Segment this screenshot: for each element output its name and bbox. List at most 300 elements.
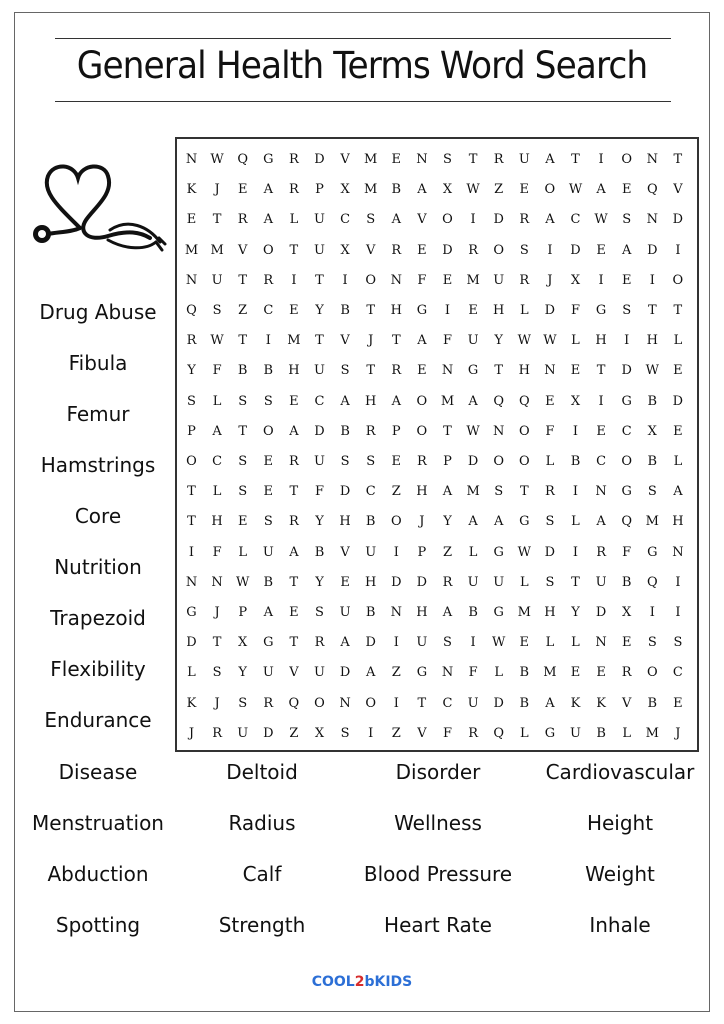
grid-letter[interactable]: I xyxy=(470,635,476,651)
grid-letter[interactable]: K xyxy=(596,695,606,711)
grid-letter[interactable]: P xyxy=(443,454,452,469)
grid-letter[interactable]: U xyxy=(262,544,274,560)
grid-letter[interactable]: J xyxy=(675,725,681,741)
grid-letter[interactable]: T xyxy=(289,574,299,590)
grid-letter[interactable]: P xyxy=(391,423,401,439)
grid-letter[interactable]: V xyxy=(340,152,350,167)
grid-letter[interactable]: D xyxy=(365,635,376,651)
grid-letter[interactable]: R xyxy=(391,242,402,258)
grid-letter[interactable]: B xyxy=(621,574,632,590)
grid-letter[interactable]: L xyxy=(673,333,683,349)
grid-letter[interactable]: D xyxy=(416,574,428,590)
grid-letter[interactable]: E xyxy=(263,454,274,469)
grid-letter[interactable]: R xyxy=(288,152,299,167)
grid-letter[interactable]: N xyxy=(595,635,607,651)
grid-letter[interactable]: M xyxy=(645,514,659,530)
grid-letter[interactable]: S xyxy=(315,605,324,620)
grid-letter[interactable]: R xyxy=(519,212,530,228)
grid-letter[interactable]: Z xyxy=(391,484,401,500)
grid-letter[interactable]: O xyxy=(621,152,633,167)
grid-letter[interactable]: A xyxy=(417,182,427,198)
grid-letter[interactable]: U xyxy=(365,544,377,560)
grid-letter[interactable]: B xyxy=(647,454,658,469)
grid-letter[interactable]: I xyxy=(675,605,681,620)
grid-letter[interactable]: U xyxy=(211,272,223,288)
grid-letter[interactable]: W xyxy=(517,544,531,560)
grid-letter[interactable]: E xyxy=(263,484,274,500)
grid-letter[interactable]: W xyxy=(517,333,531,349)
grid-letter[interactable]: Q xyxy=(288,695,300,711)
grid-letter[interactable]: U xyxy=(314,212,325,228)
grid-letter[interactable]: S xyxy=(263,393,273,409)
grid-letter[interactable]: E xyxy=(289,303,299,318)
grid-letter[interactable]: X xyxy=(570,393,581,409)
grid-letter[interactable]: Q xyxy=(493,725,505,741)
grid-letter[interactable]: S xyxy=(545,574,555,590)
grid-letter[interactable]: A xyxy=(263,212,273,228)
grid-letter[interactable]: Z xyxy=(391,725,401,741)
grid-letter[interactable]: I xyxy=(393,695,399,711)
grid-letter[interactable]: I xyxy=(649,272,655,288)
grid-letter[interactable]: R xyxy=(416,454,427,469)
grid-letter[interactable]: A xyxy=(596,514,606,530)
grid-letter[interactable]: O xyxy=(262,423,274,439)
grid-letter[interactable]: G xyxy=(493,605,504,620)
grid-letter[interactable]: H xyxy=(493,303,505,318)
grid-letter[interactable]: V xyxy=(365,242,376,258)
grid-letter[interactable]: L xyxy=(494,665,503,681)
grid-letter[interactable]: M xyxy=(184,242,199,258)
grid-letter[interactable]: J xyxy=(188,725,195,741)
grid-letter[interactable]: E xyxy=(468,303,478,318)
grid-letter[interactable]: O xyxy=(518,423,530,439)
grid-letter[interactable]: I xyxy=(342,272,348,288)
grid-letter[interactable]: L xyxy=(289,212,299,228)
grid-letter[interactable]: O xyxy=(544,182,556,198)
grid-letter[interactable]: B xyxy=(596,725,606,741)
grid-letter[interactable]: S xyxy=(340,454,350,469)
grid-letter[interactable]: C xyxy=(621,423,632,439)
grid-letter[interactable]: S xyxy=(238,484,248,500)
grid-letter[interactable]: T xyxy=(673,303,683,318)
grid-letter[interactable]: T xyxy=(468,152,478,167)
grid-letter[interactable]: C xyxy=(442,695,453,711)
grid-letter[interactable]: X xyxy=(238,635,248,651)
grid-letter[interactable]: T xyxy=(315,333,324,349)
grid-letter[interactable]: A xyxy=(365,665,376,681)
grid-letter[interactable]: B xyxy=(237,363,248,379)
grid-letter[interactable]: L xyxy=(571,635,580,651)
grid-letter[interactable]: Z xyxy=(391,665,401,681)
grid-letter[interactable]: E xyxy=(289,393,299,409)
grid-letter[interactable]: M xyxy=(645,725,659,741)
grid-letter[interactable]: I xyxy=(393,635,399,651)
grid-letter[interactable]: U xyxy=(314,454,325,469)
grid-letter[interactable]: Z xyxy=(494,182,504,198)
grid-letter[interactable]: S xyxy=(366,212,376,228)
grid-letter[interactable]: L xyxy=(212,484,222,500)
grid-letter[interactable]: E xyxy=(289,605,299,620)
grid-letter[interactable]: Y xyxy=(315,514,324,530)
grid-letter[interactable]: L xyxy=(519,725,529,741)
grid-letter[interactable]: E xyxy=(340,574,350,590)
grid-letter[interactable]: G xyxy=(467,363,479,379)
grid-letter[interactable]: T xyxy=(187,514,196,530)
grid-letter[interactable]: H xyxy=(518,363,530,379)
grid-letter[interactable]: O xyxy=(518,454,530,469)
grid-letter[interactable]: B xyxy=(647,695,658,711)
grid-letter[interactable]: L xyxy=(238,544,247,560)
grid-letter[interactable]: N xyxy=(441,363,454,379)
grid-letter[interactable]: H xyxy=(646,333,658,349)
grid-letter[interactable]: A xyxy=(621,242,632,258)
grid-letter[interactable]: S xyxy=(545,514,555,530)
grid-letter[interactable]: J xyxy=(547,272,553,288)
grid-letter[interactable]: U xyxy=(467,695,479,711)
grid-letter[interactable]: Q xyxy=(518,393,530,409)
grid-letter[interactable]: I xyxy=(547,242,553,258)
grid-letter[interactable]: Q xyxy=(646,182,658,198)
grid-letter[interactable]: I xyxy=(188,544,195,560)
grid-letter[interactable]: O xyxy=(365,695,377,711)
grid-letter[interactable]: N xyxy=(390,605,402,620)
grid-letter[interactable]: S xyxy=(187,393,196,409)
grid-letter[interactable]: R xyxy=(493,152,504,167)
grid-letter[interactable]: L xyxy=(468,544,478,560)
grid-letter[interactable]: E xyxy=(596,423,606,439)
grid-letter[interactable]: C xyxy=(596,454,607,469)
grid-letter[interactable]: W xyxy=(236,574,250,590)
grid-letter[interactable]: O xyxy=(442,212,453,228)
grid-letter[interactable]: Q xyxy=(621,514,633,530)
grid-letter[interactable]: F xyxy=(442,333,453,349)
grid-letter[interactable]: B xyxy=(391,182,402,198)
grid-letter[interactable]: L xyxy=(212,393,222,409)
grid-letter[interactable]: L xyxy=(622,725,631,741)
grid-letter[interactable]: H xyxy=(365,393,377,409)
grid-letter[interactable]: U xyxy=(467,333,479,349)
grid-letter[interactable]: Q xyxy=(646,574,658,590)
grid-letter[interactable]: F xyxy=(545,423,555,439)
grid-letter[interactable]: V xyxy=(417,725,427,741)
grid-letter[interactable]: S xyxy=(238,393,248,409)
grid-letter[interactable]: G xyxy=(544,725,556,741)
grid-letter[interactable]: R xyxy=(391,363,402,379)
grid-letter[interactable]: S xyxy=(494,484,504,500)
grid-letter[interactable]: U xyxy=(467,574,479,590)
grid-letter[interactable]: N xyxy=(646,212,658,228)
grid-letter[interactable]: T xyxy=(366,363,376,379)
grid-letter[interactable]: S xyxy=(622,303,632,318)
grid-letter[interactable]: R xyxy=(365,423,376,439)
grid-letter[interactable]: R xyxy=(621,665,632,681)
grid-letter[interactable]: V xyxy=(673,182,683,198)
grid-letter[interactable]: M xyxy=(364,182,378,198)
grid-letter[interactable]: H xyxy=(365,574,377,590)
grid-letter[interactable]: M xyxy=(466,272,480,288)
grid-letter[interactable]: E xyxy=(570,665,581,681)
grid-letter[interactable]: W xyxy=(543,333,557,349)
grid-letter[interactable]: O xyxy=(365,272,377,288)
grid-letter[interactable]: E xyxy=(673,423,683,439)
grid-letter[interactable]: G xyxy=(186,605,197,620)
grid-letter[interactable]: T xyxy=(519,484,529,500)
grid-letter[interactable]: D xyxy=(493,212,504,228)
grid-letter[interactable]: R xyxy=(596,544,606,560)
grid-letter[interactable]: T xyxy=(417,695,427,711)
grid-letter[interactable]: O xyxy=(416,423,428,439)
grid-letter[interactable]: A xyxy=(673,484,683,500)
grid-letter[interactable]: M xyxy=(287,333,301,349)
grid-letter[interactable]: W xyxy=(492,635,506,651)
grid-letter[interactable]: X xyxy=(340,182,350,198)
grid-letter[interactable]: T xyxy=(673,152,683,167)
grid-letter[interactable]: N xyxy=(646,152,658,167)
grid-letter[interactable]: U xyxy=(339,605,351,620)
grid-letter[interactable]: F xyxy=(570,303,581,318)
grid-letter[interactable]: H xyxy=(288,363,300,379)
grid-letter[interactable]: J xyxy=(214,605,220,620)
grid-letter[interactable]: F xyxy=(442,725,453,741)
grid-letter[interactable]: V xyxy=(340,544,350,560)
grid-letter[interactable]: A xyxy=(417,333,427,349)
grid-letter[interactable]: A xyxy=(263,605,273,620)
grid-letter[interactable]: I xyxy=(598,272,604,288)
grid-letter[interactable]: G xyxy=(493,544,504,560)
grid-letter[interactable]: N xyxy=(339,695,351,711)
grid-letter[interactable]: N xyxy=(185,574,198,590)
grid-letter[interactable]: H xyxy=(416,605,428,620)
grid-letter[interactable]: B xyxy=(365,514,376,530)
grid-letter[interactable]: N xyxy=(185,272,198,288)
grid-letter[interactable]: U xyxy=(493,574,505,590)
grid-letter[interactable]: T xyxy=(443,423,452,439)
grid-letter[interactable]: T xyxy=(366,303,376,318)
grid-letter[interactable]: D xyxy=(186,635,197,651)
grid-letter[interactable]: C xyxy=(263,303,274,318)
grid-letter[interactable]: T xyxy=(647,303,657,318)
grid-letter[interactable]: R xyxy=(468,725,478,741)
grid-letter[interactable]: Z xyxy=(238,303,248,318)
grid-letter[interactable]: Q xyxy=(237,152,249,167)
grid-letter[interactable]: P xyxy=(417,544,427,560)
grid-letter[interactable]: X xyxy=(314,725,325,741)
grid-letter[interactable]: P xyxy=(238,605,248,620)
grid-letter[interactable]: D xyxy=(314,152,325,167)
grid-letter[interactable]: U xyxy=(595,574,607,590)
grid-letter[interactable]: F xyxy=(212,544,222,560)
grid-letter[interactable]: N xyxy=(595,484,607,500)
grid-letter[interactable]: U xyxy=(314,363,325,379)
grid-letter[interactable]: D xyxy=(314,423,325,439)
grid-letter[interactable]: U xyxy=(262,665,274,681)
grid-letter[interactable]: B xyxy=(519,665,530,681)
grid-letter[interactable]: L xyxy=(673,454,683,469)
grid-letter[interactable]: D xyxy=(544,303,556,318)
grid-letter[interactable]: V xyxy=(289,665,299,681)
grid-letter[interactable]: N xyxy=(390,272,402,288)
grid-letter[interactable]: M xyxy=(466,484,480,500)
grid-letter[interactable]: E xyxy=(545,393,555,409)
grid-letter[interactable]: D xyxy=(647,242,658,258)
grid-letter[interactable]: N xyxy=(441,665,454,681)
grid-letter[interactable]: Y xyxy=(494,333,503,349)
grid-letter[interactable]: A xyxy=(468,514,478,530)
grid-letter[interactable]: E xyxy=(596,242,606,258)
grid-letter[interactable]: W xyxy=(568,182,583,198)
grid-letter[interactable]: T xyxy=(289,242,299,258)
grid-letter[interactable]: G xyxy=(621,484,632,500)
grid-letter[interactable]: O xyxy=(186,454,197,469)
grid-letter[interactable]: I xyxy=(624,333,630,349)
grid-letter[interactable]: A xyxy=(442,605,453,620)
grid-letter[interactable]: I xyxy=(265,333,271,349)
grid-letter[interactable]: Y xyxy=(187,363,196,379)
grid-letter[interactable]: L xyxy=(571,333,580,349)
grid-letter[interactable]: H xyxy=(595,333,607,349)
grid-letter[interactable]: E xyxy=(391,454,402,469)
grid-letter[interactable]: Y xyxy=(571,605,580,620)
grid-letter[interactable]: X xyxy=(622,605,632,620)
grid-letter[interactable]: S xyxy=(673,635,683,651)
grid-letter[interactable]: U xyxy=(518,152,530,167)
grid-letter[interactable]: E xyxy=(391,152,402,167)
grid-letter[interactable]: M xyxy=(364,152,378,167)
grid-letter[interactable]: H xyxy=(544,605,556,620)
grid-letter[interactable]: R xyxy=(314,635,325,651)
grid-letter[interactable]: A xyxy=(545,152,555,167)
grid-letter[interactable]: A xyxy=(596,182,606,198)
grid-letter[interactable]: A xyxy=(391,212,401,228)
grid-letter[interactable]: G xyxy=(647,544,658,560)
grid-letter[interactable]: J xyxy=(214,182,220,198)
grid-letter[interactable]: N xyxy=(211,574,223,590)
grid-letter[interactable]: R xyxy=(519,272,530,288)
grid-letter[interactable]: A xyxy=(212,423,222,439)
grid-letter[interactable]: U xyxy=(314,242,325,258)
grid-letter[interactable]: Y xyxy=(443,514,452,530)
grid-letter[interactable]: L xyxy=(187,665,196,681)
grid-letter[interactable]: U xyxy=(237,725,249,741)
grid-letter[interactable]: R xyxy=(263,272,274,288)
grid-letter[interactable]: W xyxy=(466,423,480,439)
grid-letter[interactable]: I xyxy=(649,605,655,620)
grid-letter[interactable]: X xyxy=(442,182,453,198)
grid-letter[interactable]: S xyxy=(263,514,273,530)
grid-letter[interactable]: M xyxy=(543,665,557,681)
grid-letter[interactable]: E xyxy=(673,695,683,711)
grid-letter[interactable]: O xyxy=(672,272,684,288)
grid-letter[interactable]: Y xyxy=(315,574,324,590)
grid-letter[interactable]: D xyxy=(442,242,453,258)
grid-letter[interactable]: P xyxy=(315,182,324,198)
grid-letter[interactable]: I xyxy=(444,303,451,318)
grid-letter[interactable]: E xyxy=(417,363,427,379)
grid-letter[interactable]: T xyxy=(212,212,222,228)
grid-letter[interactable]: I xyxy=(572,484,579,500)
grid-letter[interactable]: S xyxy=(366,454,376,469)
grid-letter[interactable]: X xyxy=(570,272,581,288)
grid-letter[interactable]: U xyxy=(493,272,505,288)
grid-letter[interactable]: N xyxy=(672,544,684,560)
grid-letter[interactable]: A xyxy=(340,635,350,651)
grid-letter[interactable]: T xyxy=(596,363,606,379)
grid-letter[interactable]: B xyxy=(365,605,376,620)
grid-letter[interactable]: S xyxy=(212,303,222,318)
grid-letter[interactable]: C xyxy=(570,212,581,228)
grid-letter[interactable]: H xyxy=(390,303,402,318)
grid-letter[interactable]: O xyxy=(262,242,274,258)
grid-letter[interactable]: N xyxy=(544,363,556,379)
grid-letter[interactable]: T xyxy=(187,484,196,500)
grid-letter[interactable]: A xyxy=(442,484,453,500)
grid-letter[interactable]: T xyxy=(289,484,299,500)
grid-letter[interactable]: A xyxy=(493,514,504,530)
grid-letter[interactable]: V xyxy=(237,242,248,258)
grid-letter[interactable]: D xyxy=(672,393,684,409)
grid-letter[interactable]: T xyxy=(571,574,580,590)
grid-letter[interactable]: M xyxy=(440,393,455,409)
grid-letter[interactable]: S xyxy=(647,635,657,651)
grid-letter[interactable]: I xyxy=(291,272,297,288)
grid-letter[interactable]: E xyxy=(621,635,632,651)
grid-letter[interactable]: I xyxy=(572,423,579,439)
grid-letter[interactable]: Z xyxy=(442,544,453,560)
grid-letter[interactable]: Z xyxy=(289,725,299,741)
grid-letter[interactable]: R xyxy=(468,242,478,258)
grid-letter[interactable]: D xyxy=(493,695,504,711)
grid-letter[interactable]: G xyxy=(519,514,530,530)
grid-letter[interactable]: B xyxy=(263,363,274,379)
grid-letter[interactable]: N xyxy=(493,423,505,439)
grid-letter[interactable]: C xyxy=(340,212,351,228)
grid-letter[interactable]: I xyxy=(675,242,681,258)
grid-letter[interactable]: H xyxy=(339,514,351,530)
grid-letter[interactable]: K xyxy=(570,695,581,711)
grid-letter[interactable]: O xyxy=(390,514,402,530)
grid-letter[interactable]: F xyxy=(468,665,478,681)
grid-letter[interactable]: D xyxy=(339,665,351,681)
grid-letter[interactable]: G xyxy=(416,665,428,681)
grid-letter[interactable]: E xyxy=(621,182,632,198)
grid-letter[interactable]: T xyxy=(238,423,248,439)
grid-letter[interactable]: C xyxy=(365,484,376,500)
grid-letter[interactable]: S xyxy=(340,363,350,379)
grid-letter[interactable]: T xyxy=(315,272,324,288)
grid-letter[interactable]: T xyxy=(289,635,299,651)
grid-letter[interactable]: A xyxy=(263,182,273,198)
grid-letter[interactable]: S xyxy=(622,212,632,228)
grid-letter[interactable]: L xyxy=(519,574,529,590)
grid-letter[interactable]: O xyxy=(621,454,633,469)
grid-letter[interactable]: W xyxy=(466,182,480,198)
grid-letter[interactable]: G xyxy=(621,393,632,409)
grid-letter[interactable]: U xyxy=(570,725,581,741)
grid-letter[interactable]: I xyxy=(393,544,399,560)
grid-letter[interactable]: I xyxy=(572,544,579,560)
grid-letter[interactable]: R xyxy=(212,725,222,741)
grid-letter[interactable]: D xyxy=(391,574,402,590)
grid-letter[interactable]: Q xyxy=(186,303,197,318)
grid-letter[interactable]: I xyxy=(675,574,681,590)
grid-letter[interactable]: C xyxy=(212,454,223,469)
grid-letter[interactable]: F xyxy=(212,363,222,379)
grid-letter[interactable]: U xyxy=(416,635,428,651)
grid-letter[interactable]: R xyxy=(288,182,299,198)
grid-letter[interactable]: O xyxy=(493,454,505,469)
grid-letter[interactable]: B xyxy=(340,303,350,318)
grid-letter[interactable]: G xyxy=(263,152,274,167)
